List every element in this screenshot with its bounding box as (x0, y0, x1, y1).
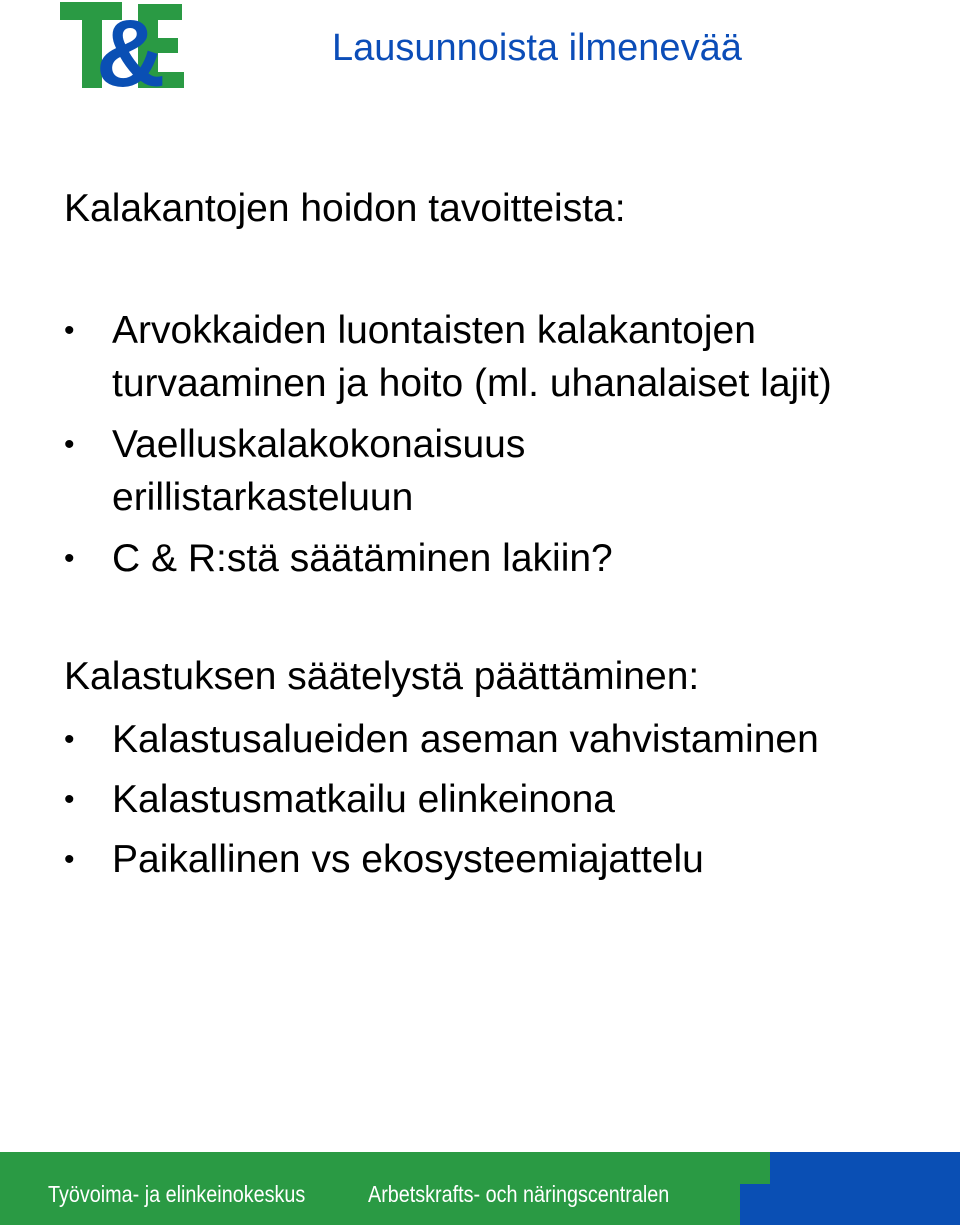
bullet-text: Paikallinen vs ekosysteemiajattelu (112, 838, 704, 881)
bullet-icon: • (64, 723, 75, 756)
bullet-text: Arvokkaiden luontaisten kalakantojen turvaaminen ja hoito (ml. uhanalaiset lajit) (112, 309, 832, 405)
logo-ampersand: & (96, 2, 166, 90)
list-item (0, 418, 832, 524)
section-heading-goals: Kalakantojen hoidon tavoitteista: (64, 187, 626, 230)
bullet-text: C & R:stä säätäminen lakiin? (112, 537, 613, 580)
section-heading-regulation: Kalastuksen säätelystä päättäminen: (64, 655, 700, 698)
list-item (0, 830, 819, 890)
list-item (0, 532, 832, 585)
te-logo (60, 2, 184, 90)
bullet-text: Vaelluskalakokonaisuus erillistarkasteluun (112, 423, 526, 519)
footer-text-swedish: Arbetskrafts- och näringscentralen (368, 1181, 670, 1207)
bullet-icon: • (64, 843, 75, 876)
bullet-text: Kalastusalueiden aseman vahvistaminen (112, 718, 819, 761)
slide-title: Lausunnoista ilmenevää (332, 27, 742, 69)
list-item (0, 710, 819, 770)
list-item (0, 304, 832, 410)
bullet-icon: • (64, 428, 75, 461)
footer-text-finnish: Työvoima- ja elinkeinokeskus (48, 1181, 306, 1207)
bullet-icon: • (64, 783, 75, 816)
bullet-icon: • (64, 542, 75, 575)
bullet-list-goals (0, 304, 832, 585)
bullet-list-regulation (0, 710, 819, 890)
list-item (0, 770, 819, 830)
bullet-icon: • (64, 314, 75, 347)
footer-band (0, 1152, 960, 1225)
bullet-text: Kalastusmatkailu elinkeinona (112, 778, 615, 821)
